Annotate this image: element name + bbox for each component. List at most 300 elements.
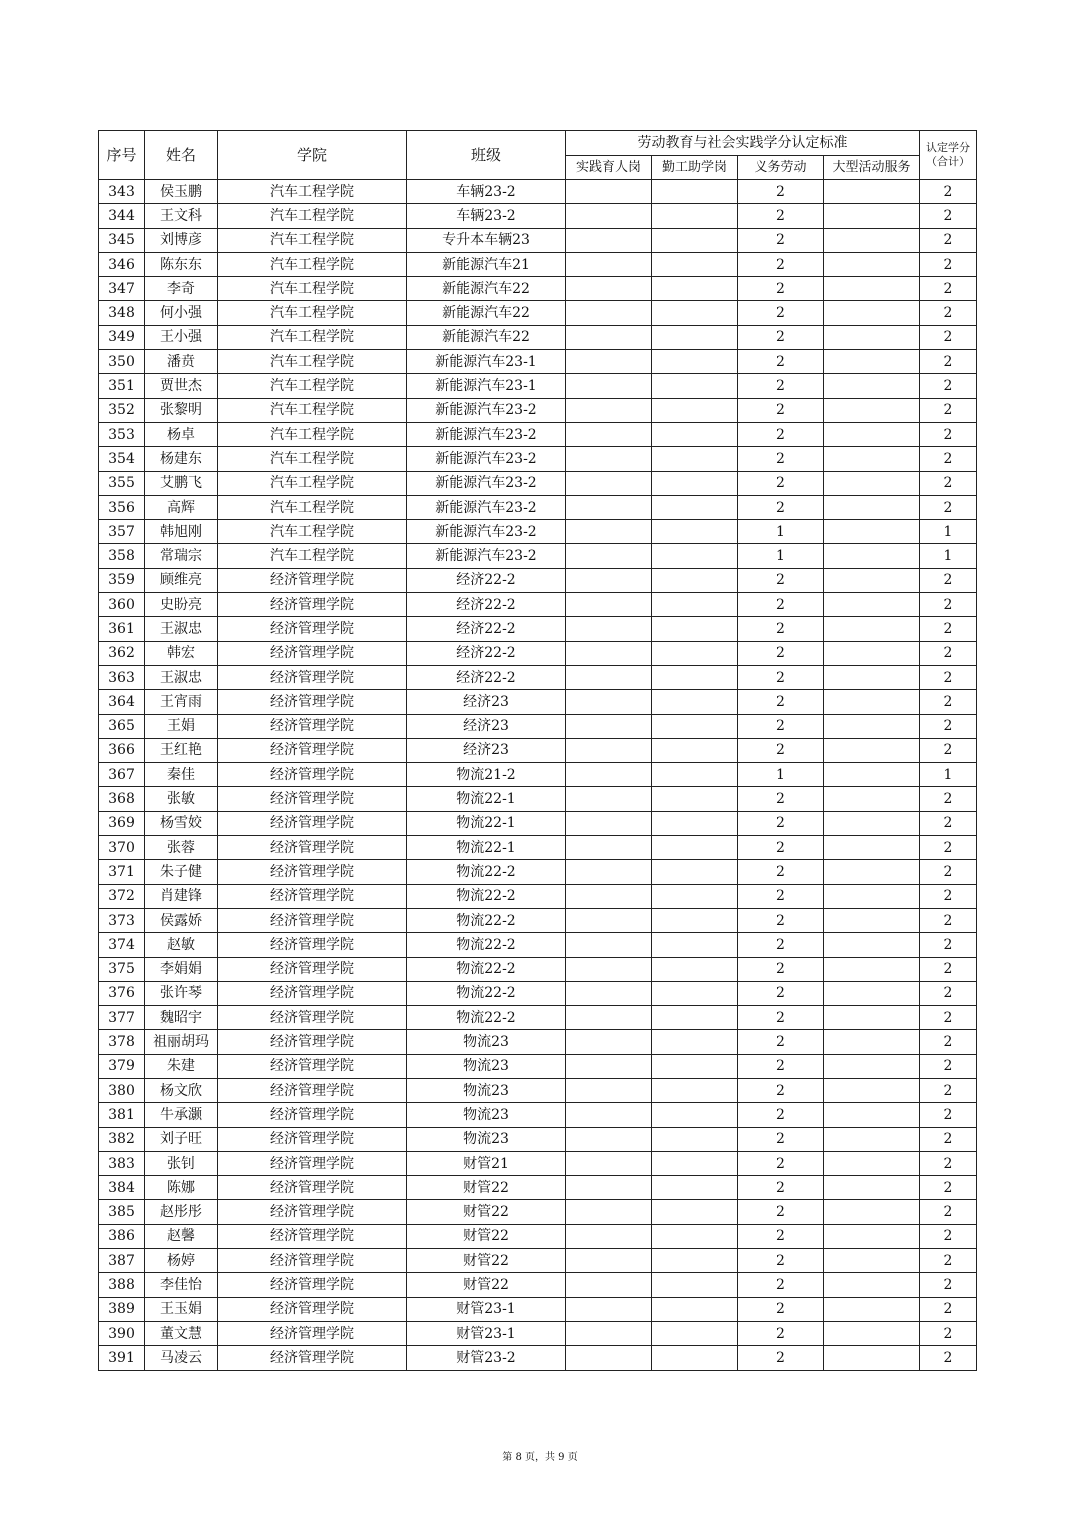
cell-name: 朱子健 <box>145 860 218 884</box>
cell-work-study-post <box>652 1273 738 1297</box>
cell-college: 经济管理学院 <box>218 1054 407 1078</box>
cell-class: 经济22-2 <box>407 568 566 592</box>
cell-practice-post <box>566 1297 652 1321</box>
cell-practice-post <box>566 933 652 957</box>
cell-college: 经济管理学院 <box>218 714 407 738</box>
cell-seq: 352 <box>99 398 145 422</box>
cell-voluntary-labor: 1 <box>738 544 824 568</box>
cell-seq: 359 <box>99 568 145 592</box>
header-total-credit <box>920 131 977 180</box>
cell-voluntary-labor: 2 <box>738 1151 824 1175</box>
cell-voluntary-labor: 2 <box>738 641 824 665</box>
cell-name: 王文科 <box>145 204 218 228</box>
cell-name: 王淑忠 <box>145 617 218 641</box>
cell-work-study-post <box>652 447 738 471</box>
cell-practice-post <box>566 447 652 471</box>
cell-total-credit: 2 <box>920 495 977 519</box>
page-footer: 第 8 页，共 9 页 <box>502 1452 578 1463</box>
cell-work-study-post <box>652 811 738 835</box>
cell-class: 物流22-1 <box>407 787 566 811</box>
cell-seq: 369 <box>99 811 145 835</box>
cell-class: 财管22 <box>407 1273 566 1297</box>
cell-class: 经济23 <box>407 714 566 738</box>
table-row <box>99 252 977 276</box>
cell-class: 经济22-2 <box>407 641 566 665</box>
table-row <box>99 544 977 568</box>
cell-name: 魏昭宇 <box>145 1006 218 1030</box>
cell-college: 汽车工程学院 <box>218 520 407 544</box>
cell-event-service <box>824 1224 920 1248</box>
cell-practice-post <box>566 495 652 519</box>
cell-work-study-post <box>652 1006 738 1030</box>
cell-seq: 374 <box>99 933 145 957</box>
cell-total-credit: 2 <box>920 471 977 495</box>
cell-voluntary-labor: 2 <box>738 1054 824 1078</box>
cell-event-service <box>824 957 920 981</box>
cell-work-study-post <box>652 1030 738 1054</box>
table-row <box>99 787 977 811</box>
cell-total-credit: 2 <box>920 1151 977 1175</box>
cell-event-service <box>824 1054 920 1078</box>
cell-class: 物流22-2 <box>407 884 566 908</box>
cell-total-credit: 2 <box>920 836 977 860</box>
cell-name: 顾维亮 <box>145 568 218 592</box>
cell-seq: 385 <box>99 1200 145 1224</box>
cell-practice-post <box>566 471 652 495</box>
cell-total-credit: 2 <box>920 957 977 981</box>
header-total-line2: （合计） <box>926 155 970 168</box>
table-row <box>99 1030 977 1054</box>
cell-seq: 349 <box>99 325 145 349</box>
table-row <box>99 836 977 860</box>
header-seq: 序号 <box>99 131 145 180</box>
cell-event-service <box>824 325 920 349</box>
cell-voluntary-labor: 2 <box>738 471 824 495</box>
cell-class: 物流21-2 <box>407 763 566 787</box>
cell-total-credit: 2 <box>920 1127 977 1151</box>
cell-college: 经济管理学院 <box>218 738 407 762</box>
cell-work-study-post <box>652 252 738 276</box>
credit-table <box>98 130 977 1371</box>
cell-practice-post <box>566 1321 652 1345</box>
table-row <box>99 811 977 835</box>
cell-name: 赵彤彤 <box>145 1200 218 1224</box>
cell-name: 韩宏 <box>145 641 218 665</box>
cell-name: 王宵雨 <box>145 690 218 714</box>
cell-college: 经济管理学院 <box>218 1176 407 1200</box>
cell-event-service <box>824 1078 920 1102</box>
table-body <box>99 180 977 1371</box>
cell-event-service <box>824 738 920 762</box>
cell-work-study-post <box>652 1321 738 1345</box>
cell-seq: 367 <box>99 763 145 787</box>
cell-voluntary-labor: 2 <box>738 422 824 446</box>
cell-voluntary-labor: 2 <box>738 1030 824 1054</box>
cell-seq: 381 <box>99 1103 145 1127</box>
cell-name: 侯玉鹏 <box>145 180 218 204</box>
cell-college: 汽车工程学院 <box>218 398 407 422</box>
cell-college: 经济管理学院 <box>218 1321 407 1345</box>
cell-class: 新能源汽车23-2 <box>407 447 566 471</box>
cell-voluntary-labor: 2 <box>738 301 824 325</box>
cell-seq: 361 <box>99 617 145 641</box>
cell-class: 物流23 <box>407 1054 566 1078</box>
cell-practice-post <box>566 1006 652 1030</box>
cell-voluntary-labor: 1 <box>738 763 824 787</box>
table-row <box>99 520 977 544</box>
cell-name: 陈娜 <box>145 1176 218 1200</box>
cell-class: 物流22-2 <box>407 1006 566 1030</box>
cell-seq: 378 <box>99 1030 145 1054</box>
table-row <box>99 1176 977 1200</box>
cell-practice-post <box>566 957 652 981</box>
cell-seq: 363 <box>99 665 145 689</box>
cell-total-credit: 2 <box>920 811 977 835</box>
cell-voluntary-labor: 2 <box>738 957 824 981</box>
cell-voluntary-labor: 2 <box>738 568 824 592</box>
cell-total-credit: 1 <box>920 520 977 544</box>
cell-name: 张许琴 <box>145 981 218 1005</box>
cell-event-service <box>824 447 920 471</box>
cell-college: 经济管理学院 <box>218 1249 407 1273</box>
cell-practice-post <box>566 738 652 762</box>
table-row <box>99 665 977 689</box>
cell-total-credit: 2 <box>920 714 977 738</box>
cell-seq: 351 <box>99 374 145 398</box>
cell-event-service <box>824 1127 920 1151</box>
cell-total-credit: 2 <box>920 1200 977 1224</box>
cell-event-service <box>824 350 920 374</box>
cell-total-credit: 2 <box>920 374 977 398</box>
cell-seq: 353 <box>99 422 145 446</box>
cell-total-credit: 2 <box>920 860 977 884</box>
cell-voluntary-labor: 2 <box>738 665 824 689</box>
cell-class: 财管22 <box>407 1176 566 1200</box>
cell-work-study-post <box>652 520 738 544</box>
cell-voluntary-labor: 2 <box>738 325 824 349</box>
cell-work-study-post <box>652 763 738 787</box>
table-row <box>99 495 977 519</box>
cell-seq: 357 <box>99 520 145 544</box>
cell-total-credit: 2 <box>920 325 977 349</box>
cell-voluntary-labor: 2 <box>738 933 824 957</box>
cell-voluntary-labor: 2 <box>738 228 824 252</box>
cell-practice-post <box>566 228 652 252</box>
cell-college: 经济管理学院 <box>218 1224 407 1248</box>
cell-voluntary-labor: 2 <box>738 690 824 714</box>
cell-practice-post <box>566 860 652 884</box>
cell-college: 经济管理学院 <box>218 1273 407 1297</box>
cell-class: 经济23 <box>407 738 566 762</box>
cell-work-study-post <box>652 981 738 1005</box>
cell-event-service <box>824 641 920 665</box>
cell-practice-post <box>566 593 652 617</box>
cell-practice-post <box>566 908 652 932</box>
cell-seq: 355 <box>99 471 145 495</box>
cell-event-service <box>824 981 920 1005</box>
cell-name: 艾鹏飞 <box>145 471 218 495</box>
cell-event-service <box>824 690 920 714</box>
cell-class: 经济22-2 <box>407 593 566 617</box>
cell-class: 物流23 <box>407 1103 566 1127</box>
cell-event-service <box>824 398 920 422</box>
table-row <box>99 447 977 471</box>
cell-total-credit: 2 <box>920 933 977 957</box>
cell-voluntary-labor: 2 <box>738 593 824 617</box>
cell-name: 杨建东 <box>145 447 218 471</box>
cell-total-credit: 2 <box>920 1078 977 1102</box>
cell-total-credit: 2 <box>920 593 977 617</box>
cell-class: 新能源汽车23-2 <box>407 471 566 495</box>
cell-event-service <box>824 228 920 252</box>
cell-event-service <box>824 422 920 446</box>
cell-class: 专升本车辆23 <box>407 228 566 252</box>
cell-voluntary-labor: 2 <box>738 884 824 908</box>
cell-practice-post <box>566 544 652 568</box>
table-row <box>99 422 977 446</box>
cell-work-study-post <box>652 714 738 738</box>
cell-practice-post <box>566 568 652 592</box>
cell-total-credit: 2 <box>920 447 977 471</box>
cell-practice-post <box>566 204 652 228</box>
cell-total-credit: 2 <box>920 1297 977 1321</box>
cell-practice-post <box>566 1200 652 1224</box>
cell-practice-post <box>566 252 652 276</box>
cell-college: 汽车工程学院 <box>218 447 407 471</box>
cell-work-study-post <box>652 350 738 374</box>
cell-name: 杨卓 <box>145 422 218 446</box>
cell-voluntary-labor: 2 <box>738 1224 824 1248</box>
cell-class: 财管22 <box>407 1224 566 1248</box>
cell-name: 王淑忠 <box>145 665 218 689</box>
table-header <box>99 131 977 180</box>
cell-total-credit: 2 <box>920 1030 977 1054</box>
cell-practice-post <box>566 350 652 374</box>
cell-total-credit: 2 <box>920 1224 977 1248</box>
cell-voluntary-labor: 2 <box>738 1006 824 1030</box>
table-row <box>99 908 977 932</box>
cell-name: 陈东东 <box>145 252 218 276</box>
cell-seq: 379 <box>99 1054 145 1078</box>
cell-voluntary-labor: 2 <box>738 1249 824 1273</box>
cell-class: 财管23-1 <box>407 1297 566 1321</box>
cell-seq: 386 <box>99 1224 145 1248</box>
cell-work-study-post <box>652 617 738 641</box>
cell-total-credit: 2 <box>920 301 977 325</box>
cell-work-study-post <box>652 690 738 714</box>
cell-total-credit: 2 <box>920 1176 977 1200</box>
cell-voluntary-labor: 2 <box>738 860 824 884</box>
cell-practice-post <box>566 1127 652 1151</box>
cell-class: 新能源汽车23-2 <box>407 520 566 544</box>
cell-college: 经济管理学院 <box>218 957 407 981</box>
cell-total-credit: 2 <box>920 277 977 301</box>
cell-name: 李娟娟 <box>145 957 218 981</box>
cell-work-study-post <box>652 665 738 689</box>
cell-name: 马凌云 <box>145 1346 218 1370</box>
cell-voluntary-labor: 2 <box>738 617 824 641</box>
cell-name: 赵敏 <box>145 933 218 957</box>
cell-practice-post <box>566 422 652 446</box>
table-row <box>99 714 977 738</box>
cell-voluntary-labor: 2 <box>738 1176 824 1200</box>
table-row <box>99 1103 977 1127</box>
cell-work-study-post <box>652 277 738 301</box>
cell-name: 肖建锋 <box>145 884 218 908</box>
cell-college: 经济管理学院 <box>218 1103 407 1127</box>
cell-event-service <box>824 1249 920 1273</box>
table-row <box>99 593 977 617</box>
cell-seq: 343 <box>99 180 145 204</box>
cell-work-study-post <box>652 1249 738 1273</box>
cell-college: 经济管理学院 <box>218 836 407 860</box>
cell-name: 王玉娟 <box>145 1297 218 1321</box>
table-row <box>99 1346 977 1370</box>
cell-work-study-post <box>652 325 738 349</box>
cell-name: 张黎明 <box>145 398 218 422</box>
cell-total-credit: 2 <box>920 884 977 908</box>
cell-total-credit: 1 <box>920 544 977 568</box>
cell-name: 祖丽胡玛 <box>145 1030 218 1054</box>
table-row <box>99 1054 977 1078</box>
cell-class: 车辆23-2 <box>407 180 566 204</box>
cell-seq: 348 <box>99 301 145 325</box>
cell-total-credit: 2 <box>920 1006 977 1030</box>
cell-event-service <box>824 252 920 276</box>
cell-voluntary-labor: 2 <box>738 811 824 835</box>
cell-event-service <box>824 617 920 641</box>
cell-class: 物流22-1 <box>407 836 566 860</box>
cell-practice-post <box>566 811 652 835</box>
cell-event-service <box>824 836 920 860</box>
cell-total-credit: 2 <box>920 228 977 252</box>
table-row <box>99 1297 977 1321</box>
cell-event-service <box>824 495 920 519</box>
cell-practice-post <box>566 1249 652 1273</box>
cell-work-study-post <box>652 860 738 884</box>
cell-work-study-post <box>652 641 738 665</box>
cell-class: 新能源汽车22 <box>407 325 566 349</box>
table-row <box>99 1224 977 1248</box>
cell-name: 常瑞宗 <box>145 544 218 568</box>
cell-event-service <box>824 180 920 204</box>
cell-seq: 390 <box>99 1321 145 1345</box>
cell-work-study-post <box>652 495 738 519</box>
cell-seq: 371 <box>99 860 145 884</box>
cell-name: 王红艳 <box>145 738 218 762</box>
cell-total-credit: 2 <box>920 1249 977 1273</box>
cell-college: 汽车工程学院 <box>218 325 407 349</box>
cell-voluntary-labor: 2 <box>738 447 824 471</box>
table-row <box>99 350 977 374</box>
cell-event-service <box>824 301 920 325</box>
cell-college: 汽车工程学院 <box>218 228 407 252</box>
cell-event-service <box>824 1103 920 1127</box>
cell-seq: 345 <box>99 228 145 252</box>
cell-seq: 380 <box>99 1078 145 1102</box>
cell-total-credit: 2 <box>920 1273 977 1297</box>
cell-practice-post <box>566 1273 652 1297</box>
cell-name: 刘子旺 <box>145 1127 218 1151</box>
cell-name: 董文慧 <box>145 1321 218 1345</box>
cell-college: 经济管理学院 <box>218 1078 407 1102</box>
cell-total-credit: 2 <box>920 665 977 689</box>
cell-college: 经济管理学院 <box>218 593 407 617</box>
table-row <box>99 1006 977 1030</box>
cell-work-study-post <box>652 1151 738 1175</box>
cell-event-service <box>824 1006 920 1030</box>
cell-class: 新能源汽车23-2 <box>407 495 566 519</box>
table-row <box>99 1127 977 1151</box>
table-row <box>99 301 977 325</box>
cell-seq: 358 <box>99 544 145 568</box>
cell-college: 经济管理学院 <box>218 690 407 714</box>
cell-event-service <box>824 763 920 787</box>
cell-event-service <box>824 908 920 932</box>
cell-college: 经济管理学院 <box>218 665 407 689</box>
cell-seq: 368 <box>99 787 145 811</box>
cell-event-service <box>824 860 920 884</box>
cell-event-service <box>824 665 920 689</box>
cell-event-service <box>824 520 920 544</box>
cell-college: 汽车工程学院 <box>218 180 407 204</box>
cell-college: 汽车工程学院 <box>218 277 407 301</box>
cell-class: 经济22-2 <box>407 665 566 689</box>
cell-voluntary-labor: 2 <box>738 180 824 204</box>
cell-name: 王小强 <box>145 325 218 349</box>
cell-voluntary-labor: 2 <box>738 1103 824 1127</box>
cell-seq: 364 <box>99 690 145 714</box>
cell-class: 车辆23-2 <box>407 204 566 228</box>
cell-name: 赵馨 <box>145 1224 218 1248</box>
cell-college: 汽车工程学院 <box>218 422 407 446</box>
cell-college: 汽车工程学院 <box>218 471 407 495</box>
cell-class: 新能源汽车23-1 <box>407 350 566 374</box>
cell-practice-post <box>566 325 652 349</box>
cell-work-study-post <box>652 836 738 860</box>
cell-name: 高辉 <box>145 495 218 519</box>
header-work-study-post: 勤工助学岗 <box>652 156 738 180</box>
table-row <box>99 277 977 301</box>
cell-class: 物流22-2 <box>407 908 566 932</box>
table-row <box>99 325 977 349</box>
cell-work-study-post <box>652 1346 738 1370</box>
cell-work-study-post <box>652 593 738 617</box>
cell-voluntary-labor: 2 <box>738 1346 824 1370</box>
table-row <box>99 884 977 908</box>
cell-seq: 383 <box>99 1151 145 1175</box>
header-practice-post: 实践育人岗 <box>566 156 652 180</box>
cell-event-service <box>824 1321 920 1345</box>
cell-class: 物流22-2 <box>407 933 566 957</box>
cell-college: 经济管理学院 <box>218 1030 407 1054</box>
table-row <box>99 471 977 495</box>
cell-name: 王娟 <box>145 714 218 738</box>
cell-work-study-post <box>652 1127 738 1151</box>
cell-name: 杨婷 <box>145 1249 218 1273</box>
cell-class: 物流23 <box>407 1030 566 1054</box>
cell-seq: 366 <box>99 738 145 762</box>
cell-work-study-post <box>652 908 738 932</box>
cell-college: 经济管理学院 <box>218 787 407 811</box>
table-row <box>99 204 977 228</box>
cell-name: 李佳怡 <box>145 1273 218 1297</box>
cell-practice-post <box>566 180 652 204</box>
cell-practice-post <box>566 1030 652 1054</box>
cell-class: 新能源汽车22 <box>407 301 566 325</box>
header-total-line1: 认定学分 <box>926 140 970 154</box>
cell-class: 财管21 <box>407 1151 566 1175</box>
